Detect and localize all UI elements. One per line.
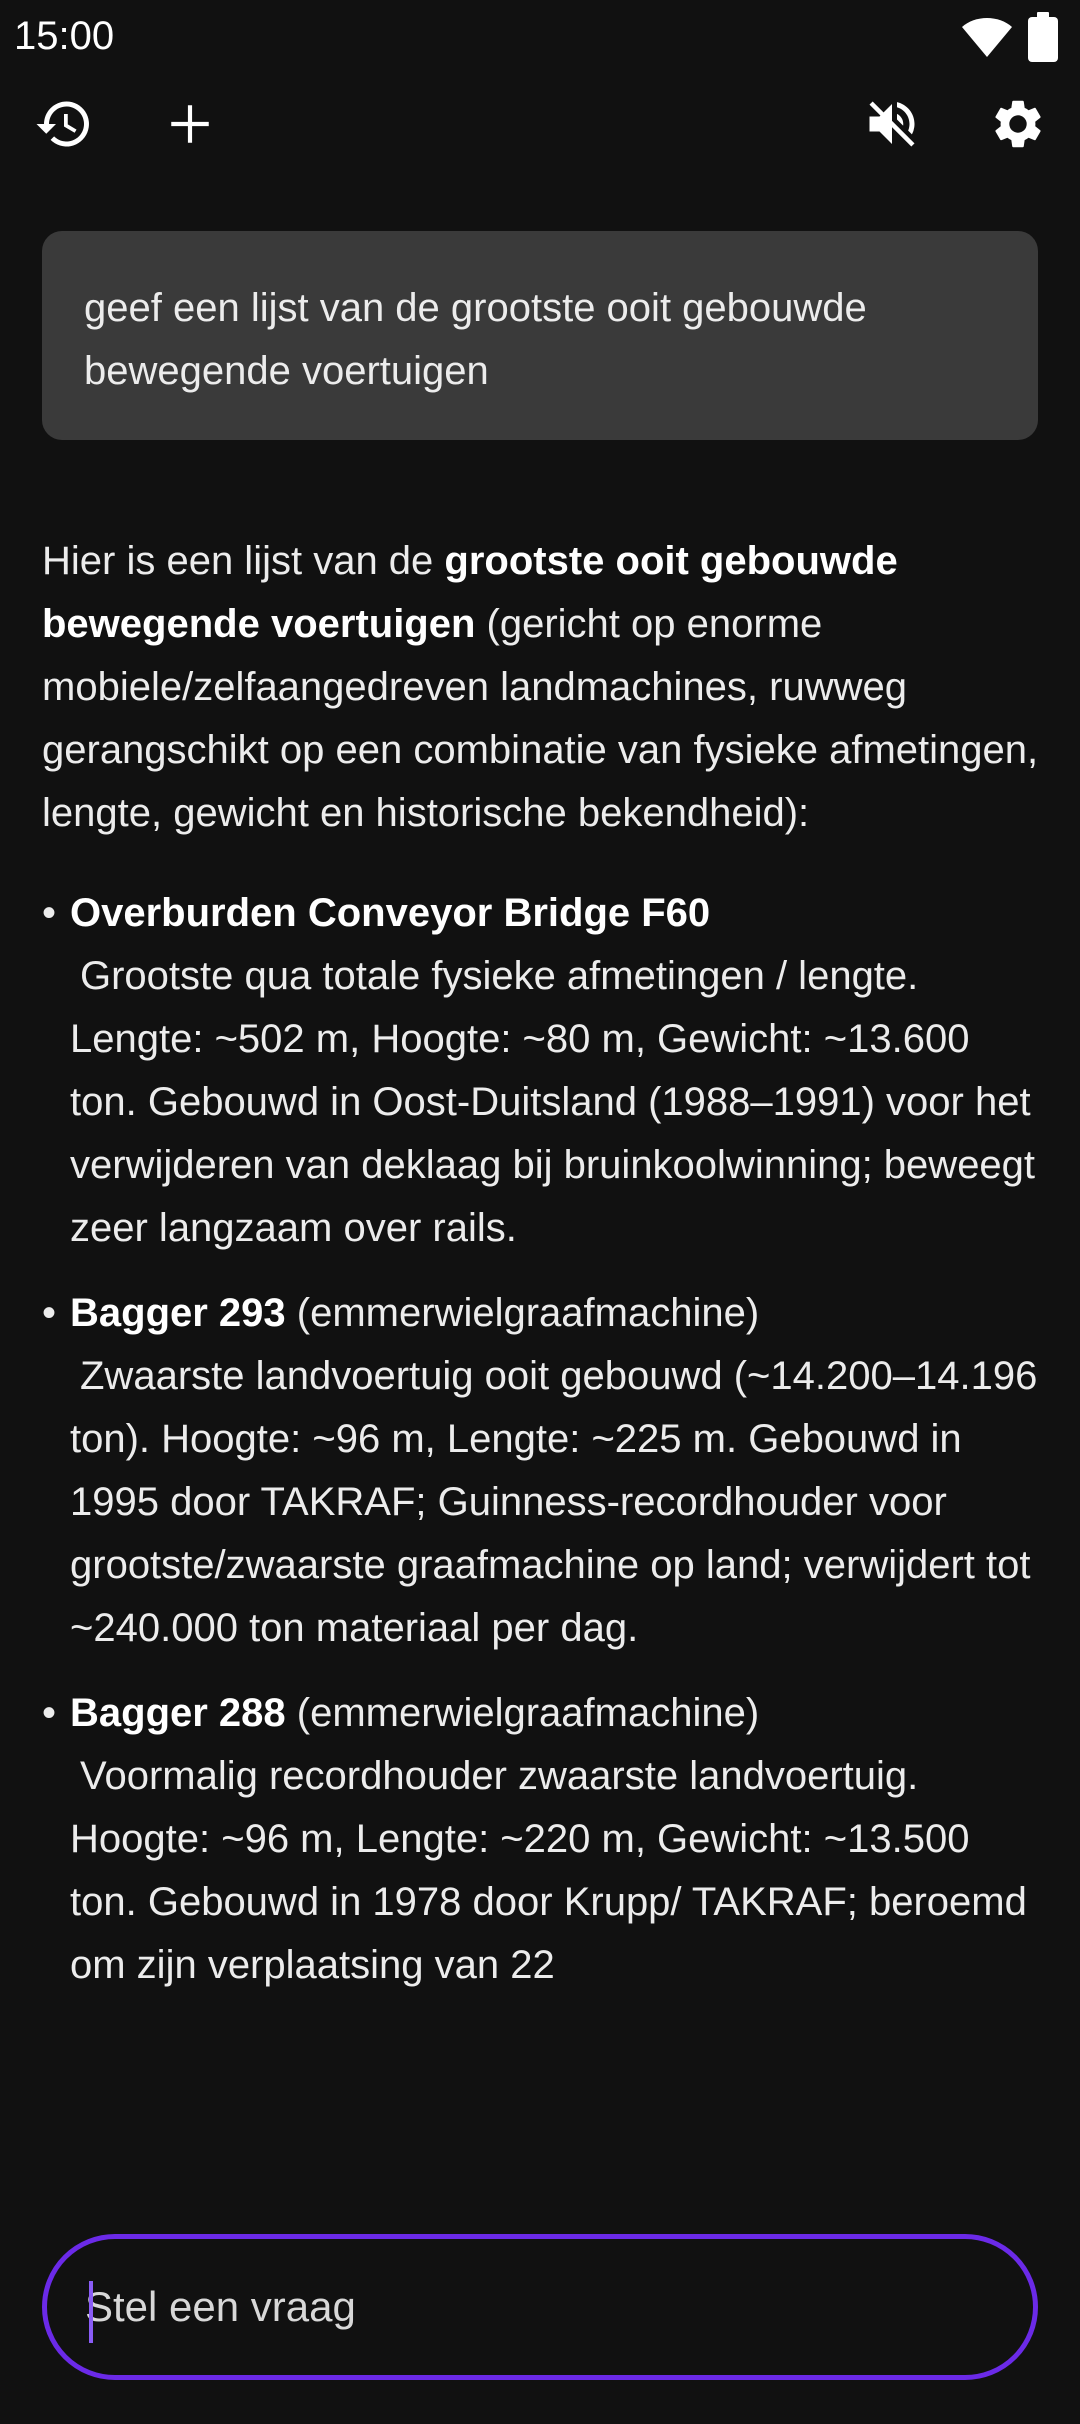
history-button[interactable]	[16, 78, 112, 174]
list-item-subtitle: (emmerwielgraafmachine)	[285, 1291, 760, 1335]
wifi-icon	[960, 15, 1014, 64]
list-item-heading	[70, 1682, 1042, 1745]
list-item-title: Bagger 288	[70, 1691, 286, 1735]
list-item-description: Grootste qua totale fysieke afmetingen / lengte. Lengte: ~502 m, Hoogte: ~80 m, Gewicht: ~13.600 ton. Gebouwd in Oost-Duitsland (1988–1991) voor het verwijderen van deklaag bij bruinkoolwinning; beweegt zeer langzaam over rails.	[70, 954, 1036, 1250]
list-item-title: Overburden Conveyor Bridge F60	[70, 891, 711, 935]
gear-icon	[989, 95, 1047, 158]
user-message-bubble	[42, 231, 1038, 440]
status-bar	[0, 0, 1080, 78]
answer-intro-suffix: (gericht op enorme mobiele/zelfaangedreven landmachines, ruwweg gerangschikt op een combinatie van fysieke afmetingen, lengte, gewicht en historische bekendheid):	[42, 602, 1039, 835]
list-item-heading	[70, 882, 1042, 945]
user-message-text: geef een lijst van de grootste ooit gebouwde bewegende voertuigen	[84, 286, 867, 393]
mute-button[interactable]	[844, 78, 940, 174]
list-item-description: Zwaarste landvoertuig ooit gebouwd (~14.200–14.196 ton). Hoogte: ~96 m, Lengte: ~225 m. Gebouwd in 1995 door TAKRAF; Guinness-recordhouder voor grootste/zwaarste graafmachine op land; verwijdert tot ~240.000 ton materiaal per dag.	[70, 1354, 1038, 1650]
top-toolbar	[0, 78, 1080, 174]
text-caret	[89, 2281, 93, 2343]
list-item	[42, 1682, 1042, 1997]
answer-intro	[42, 530, 1042, 845]
bullet-icon: •	[42, 1691, 57, 1735]
volume-mute-icon	[862, 94, 922, 159]
assistant-answer	[42, 530, 1042, 2170]
settings-button[interactable]	[970, 78, 1066, 174]
plus-icon	[165, 99, 215, 154]
history-icon	[34, 94, 94, 159]
list-item-heading	[70, 1282, 1042, 1345]
list-item-title: Bagger 293	[70, 1291, 286, 1335]
question-input[interactable]	[85, 2283, 985, 2331]
bullet-icon: •	[42, 1291, 57, 1335]
battery-icon	[1028, 12, 1058, 67]
list-item	[42, 1282, 1042, 1660]
bullet-icon: •	[42, 891, 57, 935]
new-chat-button[interactable]	[142, 78, 238, 174]
status-time: 15:00	[14, 14, 115, 58]
status-icons	[960, 12, 1058, 67]
list-item-description: Voormalig recordhouder zwaarste landvoertuig. Hoogte: ~96 m, Lengte: ~220 m, Gewicht: ~13.500 ton. Gebouwd in 1978 door Krupp/ TAKRAF; beroemd om zijn verplaatsing van 22	[70, 1754, 1027, 1987]
answer-intro-bold: grootste ooit gebouwde bewegende voertuigen	[42, 539, 898, 646]
answer-intro-prefix: Hier is een lijst van de	[42, 539, 445, 583]
list-item	[42, 882, 1042, 1260]
question-input-container[interactable]	[42, 2234, 1038, 2380]
list-item-subtitle: (emmerwielgraafmachine)	[285, 1691, 760, 1735]
